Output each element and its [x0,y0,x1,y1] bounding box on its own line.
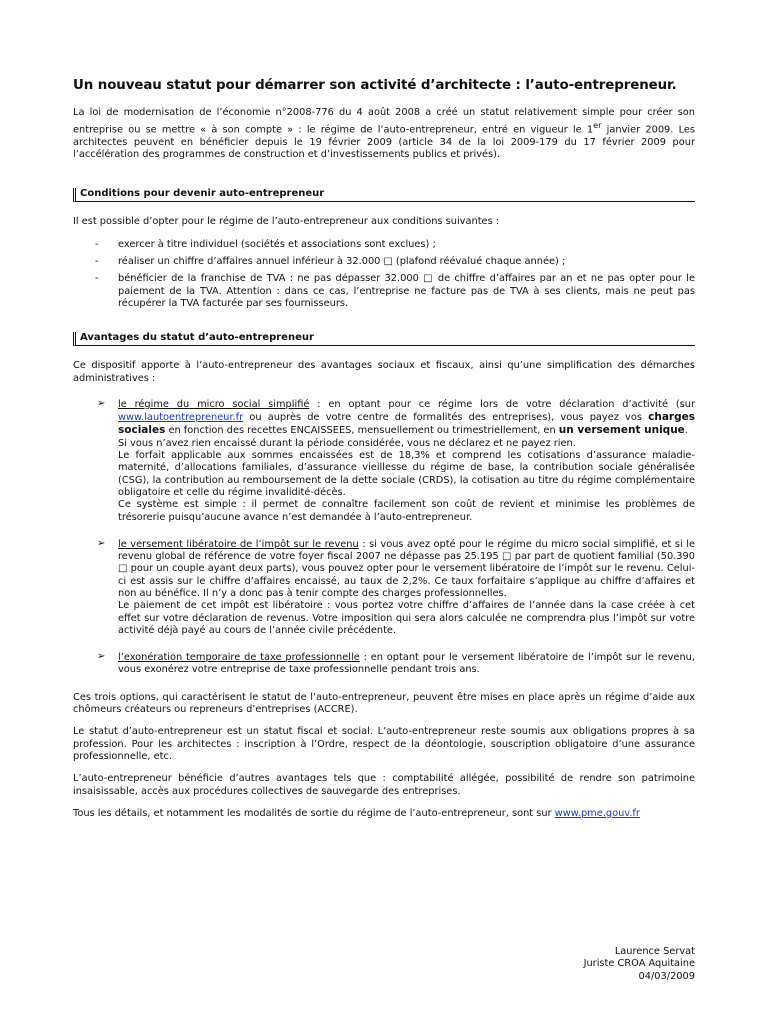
bold-versement-unique: un versement unique [558,424,685,437]
bold-charges-sociales: charges sociales [118,411,695,437]
list-item [73,256,695,268]
micro-social-paragraph [118,399,695,438]
intro-text-a: La loi de modernisation de l’économie n°2008-776 du 4 août 2008 a créé un statut relativement simple pour créer son entreprise ou se mettre « à son compte » : le régime de l’auto-entrepreneur, entré en vigueur le 1 [73,107,695,136]
avantages-lead: Ce dispositif apporte à l’auto-entrepreneur des avantages sociaux et fiscaux, ainsi qu’une simplification des démarches administratives : [73,360,695,384]
intro-paragraph [73,107,695,161]
term-exoneration: l’exonération temporaire de taxe professionnelle [118,652,360,664]
closing-paragraph-2: Le statut d’auto-entrepreneur est un statut fiscal et social. L’auto-entrepreneur reste soumis aux obligations propres à sa profession. Pour les architectes : inscription à l’Ordre, respect de la déontologie, souscription obligatoire d’une assurance professionnelle, etc. [73,726,695,762]
list-item-exoneration [73,652,695,677]
term-versement-liberatoire: le versement libératoire de l’impôt sur le revenu [118,538,359,550]
item1-paragraph-4: Ce système est simple : il permet de connaître facilement son coût de revient et minimise les problèmes de trésorerie puisqu’aucune avance n’est demandée à l’auto-entrepreneur. [118,499,695,523]
item1-text-1: : en optant pour ce régime lors de votre déclaration d’activité (sur [309,398,695,410]
link-pme-gouv[interactable]: www.pme.gouv.fr [554,807,640,819]
item3-text-1: : en optant pour le versement libératoire de l’impôt sur le revenu, vous exonérez votre entreprise de taxe professionnelle pendant trois ans. [118,652,695,676]
list-item-text: réaliser un chiffre d’affaires annuel inférieur à 32.000 □ (plafond réévalué chaque année) ; [118,256,566,268]
item1-text-3: en fonction des recettes ENCAISSEES, mensuellement ou trimestriellement, en [165,425,559,437]
arrow-bullet-icon: ➢ [97,651,106,663]
conditions-list [73,239,695,310]
intro-sup: er [593,120,602,131]
list-item [73,239,695,251]
dash-marker: - [95,256,99,268]
dash-marker: - [95,238,99,250]
arrow-bullet-icon: ➢ [97,397,106,409]
link-lautoentrepreneur[interactable]: www.lautoentrepreneur.fr [118,412,244,424]
closing-text: Tous les détails, et notamment les modalités de sortie du régime de l’auto-entrepreneur, sont sur [73,807,555,819]
exoneration-paragraph [118,652,695,677]
intro-text-b: janvier 2009. Les architectes peuvent en bénéficier depuis le 19 février 2009 (article 34 de la loi 2009-179 du 17 février 2009 pour l’accélération des programmes de construction et d’investissements publics et privés). [73,124,695,161]
list-item-micro-social [73,399,695,524]
signature-block [584,946,695,983]
signature-name: Laurence Servat [614,946,695,957]
term-micro-social: le régime du micro social simplifié [118,398,310,410]
signature-role: Juriste CROA Aquitaine [583,958,695,970]
list-item [73,273,695,310]
item1-paragraph-2: Si vous n’avez rien encaissé durant la période considérée, vous ne déclarez et ne payez rien. [118,437,576,449]
signature-date: 04/03/2009 [638,970,695,982]
closing-paragraph-4 [73,808,695,820]
section-heading-conditions: Conditions pour devenir auto-entrepreneur [73,188,695,202]
conditions-lead: Il est possible d’opter pour le régime de l’auto-entrepreneur aux conditions suivantes : [73,216,500,228]
item1-text-4: . [684,425,688,437]
dash-marker: - [95,273,99,285]
item1-text-2: ou auprès de votre centre de formalités des entreprises), vous payez vos [243,412,649,424]
item2-paragraph-2: Le paiement de cet impôt est libératoire : vous portez votre chiffre d’affaires de l’année dans la case créée à cet effet sur votre déclaration de revenus. Votre imposition qui sera alors calculée ne comprendra plus l’impôt sur votre activité déjà payé au cours de l’année civile précédente. [118,600,695,636]
closing-paragraph-3: L’auto-entrepreneur bénéficie d’autres avantages tels que : comptabilité allégée, possibilité de rendre son patrimoine insaisissable, accès aux procédures collectives de sauvegarde des entreprises. [73,773,695,797]
arrow-bullet-icon: ➢ [97,537,106,549]
versement-paragraph [118,539,695,600]
section-heading-avantages: Avantages du statut d’auto-entrepreneur [73,332,695,346]
item1-paragraph-3: Le forfait applicable aux sommes encaissées est de 18,3% et comprend les cotisations d’assurance maladie-maternité, d’allocations familiales, d’assurance vieillesse du régime de base, la contribution sociale généralisée (CSG), la contribution au remboursement de la dette sociale (CRDS), la cotisation au titre du régime complémentaire obligatoire et celle du régime invalidité-décès. [118,450,695,498]
list-item-text: exercer à titre individuel (sociétés et associations sont exclues) ; [118,238,436,250]
list-item-versement-liberatoire [73,539,695,637]
closing-paragraph-1: Ces trois options, qui caractérisent le statut de l’auto-entrepreneur, peuvent être mises en place après un régime d’aide aux chômeurs créateurs ou repreneurs d’entreprises (ACCRE). [73,691,695,716]
document-title: Un nouveau statut pour démarrer son activité d’architecte : l’auto-entrepreneur. [73,78,677,93]
avantages-list [73,399,695,677]
list-item-text: bénéficier de la franchise de TVA : ne pas dépasser 32.000 □ de chiffre d’affaires par an et ne pas opter pour le paiement de la TVA. Attention : dans ce cas, l’entreprise ne facture pas de TVA à ses clients, mais ne peut pas récupérer la TVA facturée par ses fournisseurs. [118,273,695,309]
item2-text-1: : si vous avez opté pour le régime du micro social simplifié, et si le revenu global de référence de votre foyer fiscal 2007 ne dépasse pas 25.195 □ par part de quotient familial (50.390 □ pour un couple ayant deux parts), vous pouvez opter pour le versement libératoire de l’impôt sur le revenu. Celui-ci est assis sur le chiffre d’affaires encaissé, au taux de 2,2%. Ce taux forfaitaire s’applique au chiffre d’affaires et non au bénéfice. Il n’y a donc pas à tenir compte des charges professionnelles. [118,538,695,599]
